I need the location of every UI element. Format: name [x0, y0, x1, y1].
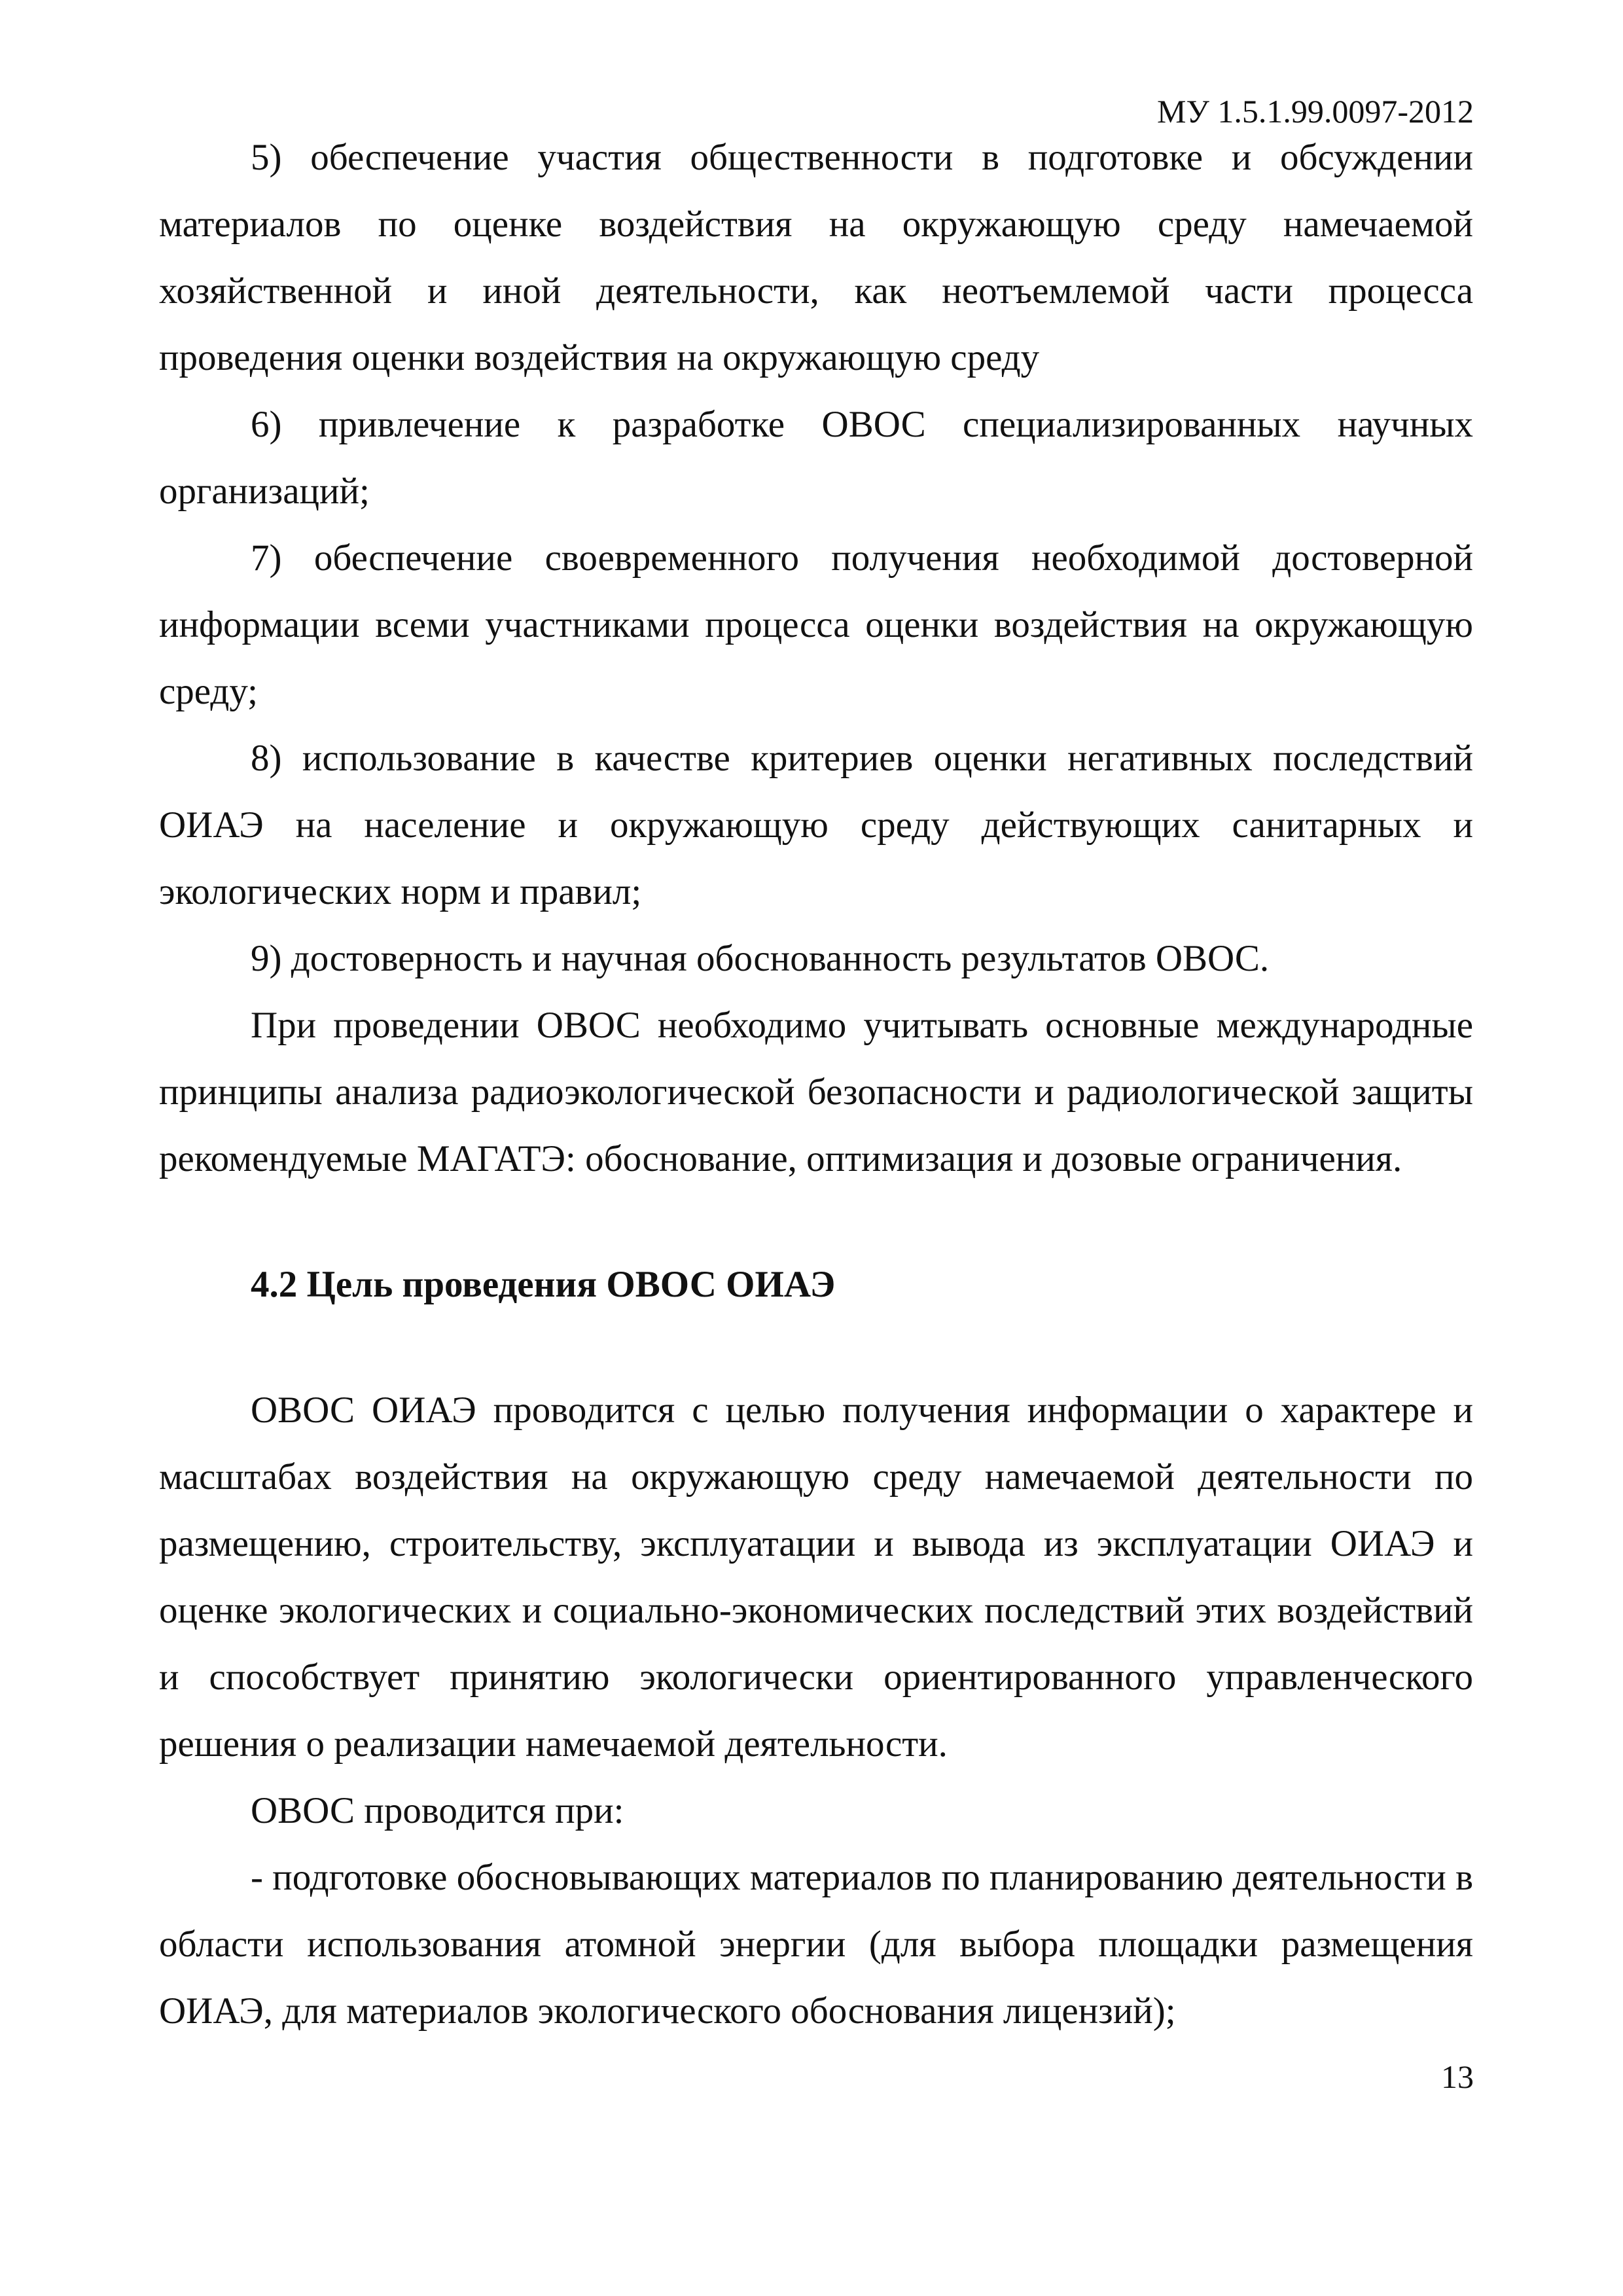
section-heading: 4.2 Цель проведения ОВОС ОИАЭ	[251, 1264, 836, 1305]
purpose-paragraph: ОВОС ОИАЭ проводится с целью получения информации о характере и масштабах воздействия на окружающую среду намечаемой деятельности по размещению, строительству, эксплуатации и вывода из эксплуатации ОИАЭ и оценке экологических и социально-экономических последствий этих воздействий и способствует принятию экологически ориентированного управленческого решения о реализации намечаемой деятельности.	[159, 1390, 1473, 1765]
list-item-8: 8) использование в качестве критериев оценки негативных последствий ОИАЭ на население и окружающую среду действующих санитарных и экологических норм и правил;	[159, 738, 1473, 912]
list-item-5: 5) обеспечение участия общественности в подготовке и обсуждении материалов по оценке воздействия на окружающую среду намечаемой хозяйственной и иной деятельности, как неотъемлемой части процесса проведения оценки воздействия на окружающую среду	[159, 137, 1473, 378]
list-item-6: 6) привлечение к разработке ОВОС специализированных научных организаций;	[159, 404, 1473, 512]
list-item-9: 9) достоверность и научная обоснованность результатов ОВОС.	[251, 938, 1270, 979]
document-code: МУ 1.5.1.99.0097-2012	[1156, 93, 1474, 130]
principles-paragraph: При проведении ОВОС необходимо учитывать основные международные принципы анализа радиоэкологической безопасности и радиологической защиты рекомендуемые МАГАТЭ: обоснование, оптимизация и дозовые ограничения.	[159, 1005, 1473, 1179]
bullet-item-1: - подготовке обосновывающих материалов по планированию деятельности в области использования атомной энергии (для выбора площадки размещения ОИАЭ, для материалов экологического обоснования лицензий);	[159, 1857, 1473, 2032]
page-body	[159, 124, 1473, 2045]
list-item-7: 7) обеспечение своевременного получения необходимой достоверной информации всеми участниками процесса оценки воздействия на окружающую среду;	[159, 537, 1473, 712]
page-number: 13	[1441, 2058, 1474, 2095]
conducted-when-paragraph: ОВОС проводится при:	[251, 1790, 624, 1831]
